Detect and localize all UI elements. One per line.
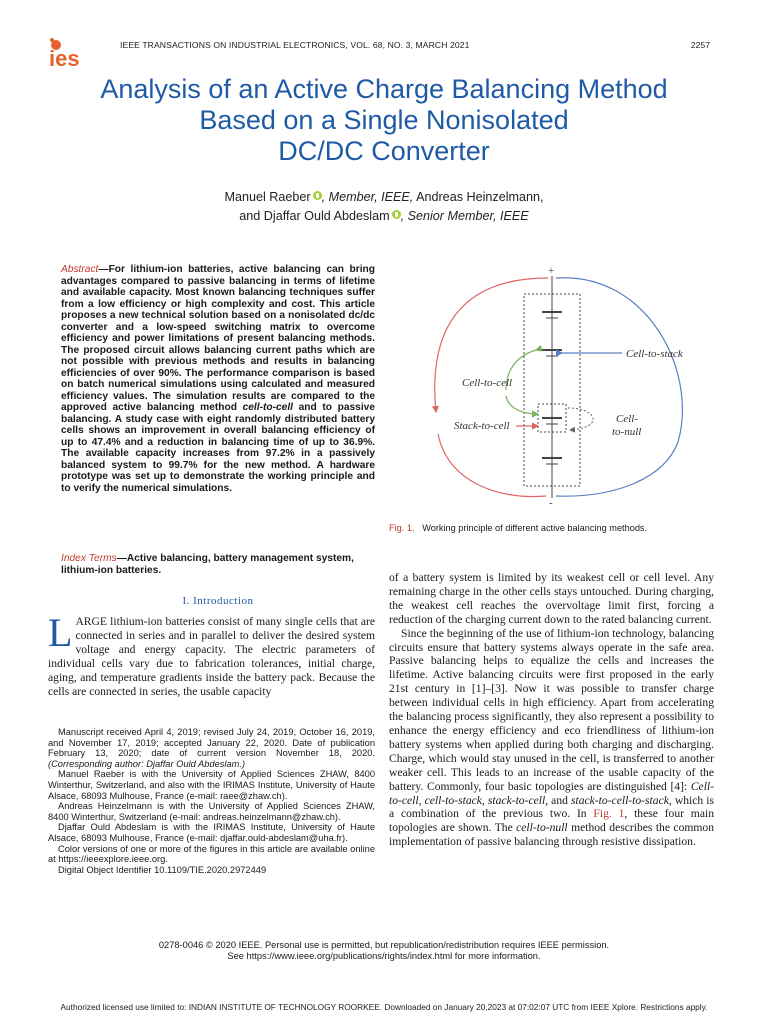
stack-minus-label: - [549,497,553,509]
intro-lead: ARGE [75,615,107,628]
label-stack-to-cell: Stack-to-cell [454,420,510,432]
author-name: Andreas Heinzelmann, [413,190,544,204]
abstract-text: —For lithium-ion batteries, active balancing can bring advantages compared to passive balancing in terms of lifetime and available capacity. Most known balancing techniques suffer from a low efficiency or high complexity and cost. This article proposes a new technical solution based on a nonisolated dc/dc converter and a low-speed switching matrix to overcome efficiency and power limitations of present balancing methods. The proposed circuit allows balancing current paths which are not possible with previous methods and results in balancing efficiencies of over 90%. The performance comparison is based on batch numerical simulations using calculated and measured efficiency values. The simulation results are compared to the approved active balancing method [61,264,375,413]
copyright-line: See https://www.ieee.org/publications/rights/index.html for more information. [227,951,541,961]
term: cell-to-null [516,821,568,835]
author-name: and Djaffar Ould Abdeslam [239,209,390,223]
author-name: Manuel Raeber [224,190,311,204]
footnote-text: (Corresponding author: Djaffar Ould Abdeslam.) [48,758,246,769]
label-cell-to-cell: Cell-to-cell [462,377,513,389]
separator: , [418,793,425,807]
label-cell-to-stack: Cell-to-stack [626,348,683,360]
abstract-label: Abstract [61,264,99,275]
paragraph-text: method describes the common implementation of passive balancing through resistive dissipation. [389,821,714,849]
index-terms [61,553,375,576]
footnote-text: Manuscript received April 4, 2019; revised July 24, 2019, October 16, 2019, and November 17, 2019; accepted January 22, 2020. Date of publication February 13, 2020; date of current version November 18, 2020. [48,727,375,759]
term: cell-to-stack [424,793,482,807]
right-column-text [389,571,714,849]
term: stack-to-cell [487,793,546,807]
label-cell-to-null: to-null [612,426,642,438]
separator: , [481,793,488,807]
author-role: , Senior Member, IEEE [400,209,529,223]
term: Cell-to-cell [389,779,714,807]
copyright-notice [40,940,728,962]
battery-stack [524,276,580,498]
term: stack-to-cell-to-stack [571,793,669,807]
license-footer: Authorized licensed use limited to: INDIAN INSTITUTE OF TECHNOLOGY ROORKEE. Downloaded on January 20,2023 at 07:02:07 UTC from IEEE Xplore. Restrictions apply. [60,1002,708,1012]
orcid-icon[interactable] [392,210,401,219]
paragraph-text: Since the beginning of the use of lithium-ion technology, balancing circuits ensure that battery systems always operate in the safe area. Passive balancing helps to equalize the cells and increases the lifetime. Active balancing circuits were first proposed in the early 21st century in [1]–[3]. Now it was possible to transfer charge between individual cells in high efficiency. Apart from accelerating the balancing process significantly, they also represent a possibility to enhance the energy efficiency and eco friendliness of lithium-ion battery systems when applied during both charging and discharging. Charge, which would stay unused in the cell, is transferred to another weaker cell. This leads to an increase of the usable capacity of the battery. Commonly, four basic topologies are distinguished [4]: [389,626,714,793]
footnote-text: Digital Object Identifier 10.1109/TIE.2020.2972449 [58,864,267,875]
paragraph: of a battery system is limited by its weakest cell or cell level. Any remaining charge in the other cells stays untouched. During charging, the weakest cell reaches the overvoltage limit first, forcing a reduction of the charging current down to the rated balancing current. [389,571,714,626]
paragraph-text: , these four main topologies are shown. The [389,807,714,835]
ies-logo [47,36,109,70]
stack-plus-label: + [548,265,555,277]
figure-caption [389,523,714,533]
figure-1 [398,262,712,514]
paragraph-text: , which is a combination of the previous two. In [389,793,714,821]
separator: , and [545,793,571,807]
paragraph [389,627,714,850]
title-line: DC/DC Converter [278,136,490,166]
figure-link[interactable]: Fig. 1 [593,807,625,821]
paper-title [40,74,728,167]
footnote-text: Manuel Raeber is with the University of Applied Sciences ZHAW, 8400 Winterthur, Switzerland, and also with the IRIMAS Institute, University of Haute Alsace, 68093 Mulhouse, France (e-mail: raee@zhaw.ch). [48,769,375,801]
title-line: Analysis of an Active Charge Balancing Method [100,74,668,104]
author-role: , Member, IEEE, [321,190,414,204]
label-cell-to-null: Cell- [616,413,638,425]
journal-header: IEEE TRANSACTIONS ON INDUSTRIAL ELECTRONICS, VOL. 68, NO. 3, MARCH 2021 [120,40,470,50]
footnote-text: Color versions of one or more of the figures in this article are available online at https://ieeexplore.ieee.org. [48,843,375,865]
author-list [60,188,708,226]
section-heading: I. Introduction [182,595,254,607]
abstract-term: cell-to-cell [242,402,293,413]
footnote-text: Andreas Heinzelmann is with the University of Applied Sciences ZHAW, 8400 Winterthur, Switzerland (e-mail: andreas.heinzelmann@zhaw.ch). [48,801,375,822]
figure-caption-text: Working principle of different active balancing methods. [422,523,648,533]
index-terms-text: —Active balancing, battery management system, lithium-ion batteries. [61,553,354,576]
title-line: Based on a Single Nonisolated [199,105,569,135]
index-terms-label: Index Terms [61,553,117,564]
footnote-text: Djaffar Ould Abdeslam is with the IRIMAS Institute, University of Haute Alsace, 68093 Mulhouse, France (e-mail: djaffar.ould-abdeslam@uha.fr). [48,822,375,843]
orcid-icon[interactable] [313,191,322,200]
intro-text: lithium-ion batteries consist of many single cells that are connected in series and in parallel to deliver the desired system voltage and energy capacity. The electric parameters of individual cells vary due to fabrication tolerances, initial charge, aging, and temperature gradients inside the battery pack. Because the cells are connected in series, the usable capacity [48,615,375,698]
page-number: 2257 [690,40,710,50]
copyright-line: 0278-0046 © 2020 IEEE. Personal use is permitted, but republication/redistribution requires IEEE permission. [158,940,610,950]
drop-cap: L [48,610,73,655]
footnotes [48,727,375,875]
svg-text:ies: ies [49,46,80,70]
figure-caption-label[interactable]: Fig. 1. [389,523,415,533]
intro-paragraph [48,610,375,698]
abstract [61,264,375,494]
abstract-text: and to passive balancing. A study case with eight randomly distributed battery cells shows an improvement in overall balancing efficiency of up to 47.4% and a reduction in balancing time of up to 36.9%. The available capacity increases from 97.2% in a passively balanced system to 99.7% for the new method. A hardware prototype was set up to demonstrate the working principle and to verify the numerical simulations. [61,402,375,494]
